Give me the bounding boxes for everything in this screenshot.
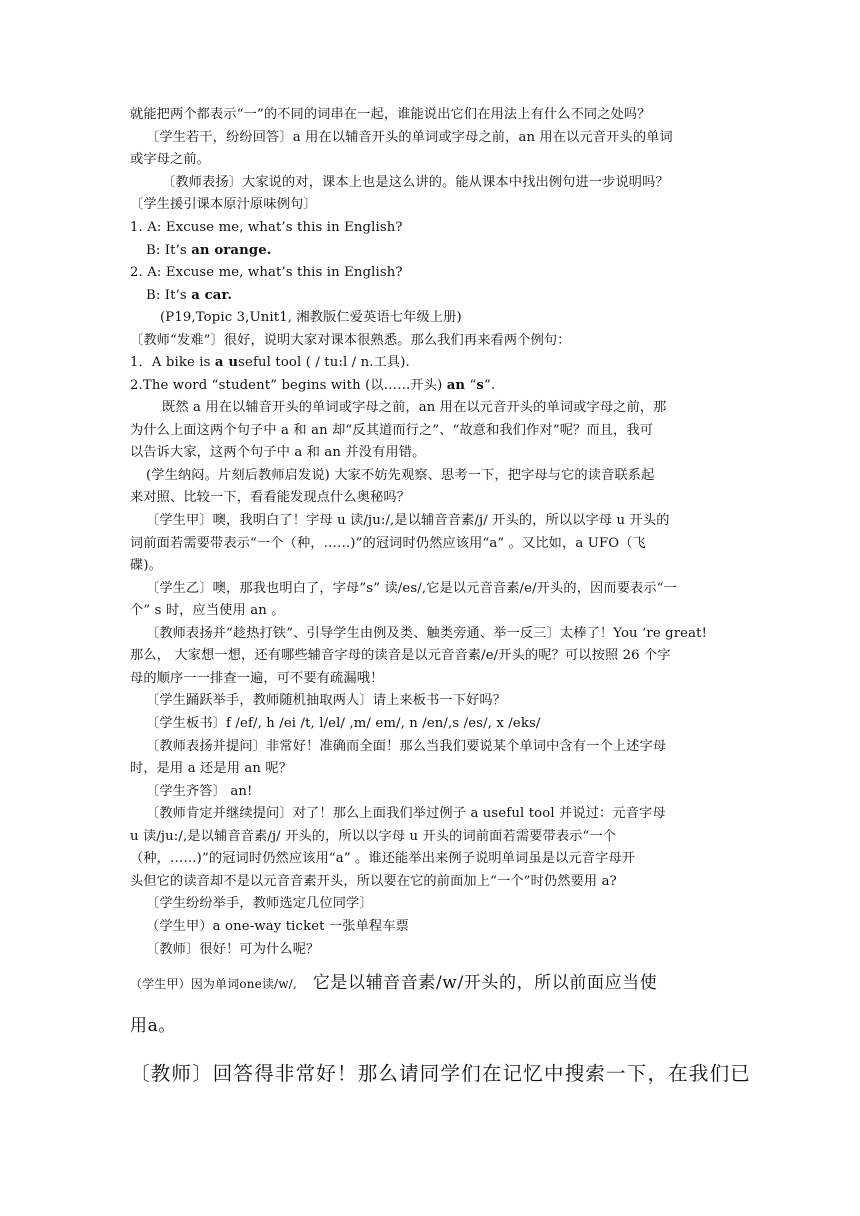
example-line: [146, 242, 751, 260]
example-line: [130, 354, 735, 372]
paragraph-line: u 读/ju:/,是以辅音音素/j/ 开头的，所以以字母 u 开头的词前面若需要带表示“一个: [130, 829, 617, 844]
example-line: [130, 377, 735, 395]
example-line: 1. A: Excuse me, what’s this in English?: [130, 220, 403, 235]
example-text: seful tool ( / tu:l / n.工具).: [238, 355, 410, 370]
example-text: 2.The word “student” begins with (以……开头): [130, 378, 447, 393]
paragraph-line: 〔学生若干，纷纷回答〕a 用在以辅音开头的单词或字母之前，an 用在以元音开头的单词: [146, 130, 673, 145]
small-text: （学生甲）因为单词one读/w/,: [130, 977, 297, 991]
paragraph-line: 或字母之前。: [130, 152, 211, 167]
paragraph-line: 来对照、比较一下，看看能发现点什么奥秘吗？: [130, 490, 411, 505]
paragraph-line: 〔教师表扬并“趁热打铁”、引导学生由例及类、触类旁通、举一反三〕太棒了！You ‘re great!: [146, 626, 708, 641]
paragraph-line: 〔教师肯定并继续提问〕对了！那么上面我们举过例子 a useful tool 并说过：元音字母: [146, 806, 666, 821]
example-bold-text: a car.: [191, 288, 233, 303]
paragraph-line: 〔教师表扬〕大家说的对，课本上也是这么讲的。能从课本中找出例句进一步说明吗？: [162, 175, 669, 190]
example-bold-text: a u: [214, 355, 239, 370]
paragraph-line: 既然 a 用在以辅音开头的单词或字母之前，an 用在以元音开头的单词或字母之前，那: [162, 400, 667, 415]
example-text: 1．A bike is: [130, 355, 215, 370]
paragraph-line: 时，是用 a 还是用 an 呢？: [130, 761, 293, 776]
paragraph-line: 〔学生踊跃举手，教师随机抽取两人〕请上来板书一下好吗？: [146, 693, 507, 708]
paragraph-line: 就能把两个都表示“一”的不同的词串在一起，谁能说出它们在用法上有什么不同之处吗？: [130, 107, 651, 122]
paragraph-line: 碟)。: [130, 558, 162, 573]
paragraph-line: 〔学生齐答〕 an!: [146, 784, 253, 799]
paragraph-line: 个” s 时，应当使用 an 。: [130, 603, 285, 618]
paragraph-line-large: 〔教师〕回答得非常好！那么请同学们在记忆中搜索一下，在我们已: [130, 1062, 752, 1085]
paragraph-line: 词前面若需要带表示“一个（种，……)”的冠词时仍然应该用“a” 。又比如，a UFO（飞: [130, 536, 646, 551]
paragraph-line: 〔学生援引课本原汁原味例句〕: [130, 197, 317, 212]
paragraph-line: 以告诉大家，这两个句子中 a 和 an 并没有用错。: [130, 445, 426, 460]
large-text: 它是以辅音音素/w/开头的，所以前面应当使: [312, 973, 658, 993]
example-line: 2. A: Excuse me, what’s this in English?: [130, 265, 403, 280]
paragraph-line: （种，……)”的冠词时仍然应该用“a” 。谁还能举出来例子说明单词虽是以元音字母开: [130, 851, 636, 866]
paragraph-line: （学生甲）a one-way ticket 一张单程车票: [146, 919, 409, 934]
paragraph-line: 为什么上面这两个句子中 a 和 an 却“反其道而行之”、“故意和我们作对”呢？而且，我可: [130, 423, 654, 438]
example-bold-text: an orange.: [191, 243, 272, 258]
paragraph-line: 〔教师〕很好！可为什么呢？: [146, 942, 320, 957]
example-text: ”.: [483, 378, 496, 393]
paragraph-line-large: [130, 971, 735, 995]
paragraph-line: 〔学生乙〕噢，那我也明白了，字母”s” 读/es/,它是以元音音素/e/开头的，因而要表示“一: [146, 581, 677, 596]
example-line: [146, 287, 751, 305]
citation-line: (P19,Topic 3,Unit1, 湘教版仁爱英语七年级上册): [160, 310, 462, 325]
example-text: “: [465, 378, 477, 393]
paragraph-line: 母的顺序一一排查一遍，可不要有疏漏哦！: [130, 671, 384, 686]
example-text: B: It’s: [146, 243, 192, 258]
paragraph-line: 〔教师表扬并提问〕非常好！准确而全面！那么当我们要说某个单词中含有一个上述字母: [146, 739, 667, 754]
paragraph-line: 〔学生板书〕f /ef/, h /ei /t, l/el/ ,m/ em/, n /en/,s /es/, x /eks/: [146, 716, 541, 731]
example-bold-text: s: [476, 378, 484, 393]
paragraph-line-large: 用a。: [130, 1016, 176, 1036]
paragraph-line: 〔学生纷纷举手，教师选定几位同学〕: [146, 896, 373, 911]
example-bold-text: an: [446, 378, 466, 393]
paragraph-line: 头但它的读音却不是以元音音素开头，所以要在它的前面加上“一个”时仍然要用 a?: [130, 874, 617, 889]
paragraph-line: 〔教师“发难”〕很好，说明大家对课本很熟悉。那么我们再来看两个例句：: [130, 333, 571, 348]
paragraph-line: (学生纳闷。片刻后教师启发说) 大家不妨先观察、思考一下，把字母与它的读音联系起: [146, 468, 655, 483]
paragraph-line: 〔学生甲〕噢，我明白了！字母 u 读/ju:/,是以辅音音素/j/ 开头的，所以以字母 u 开头的: [146, 513, 670, 528]
paragraph-line: 那么， 大家想一想，还有哪些辅音字母的读音是以元音音素/e/开头的呢？可以按照 26 个字: [130, 648, 671, 663]
example-text: B: It’s: [146, 288, 192, 303]
